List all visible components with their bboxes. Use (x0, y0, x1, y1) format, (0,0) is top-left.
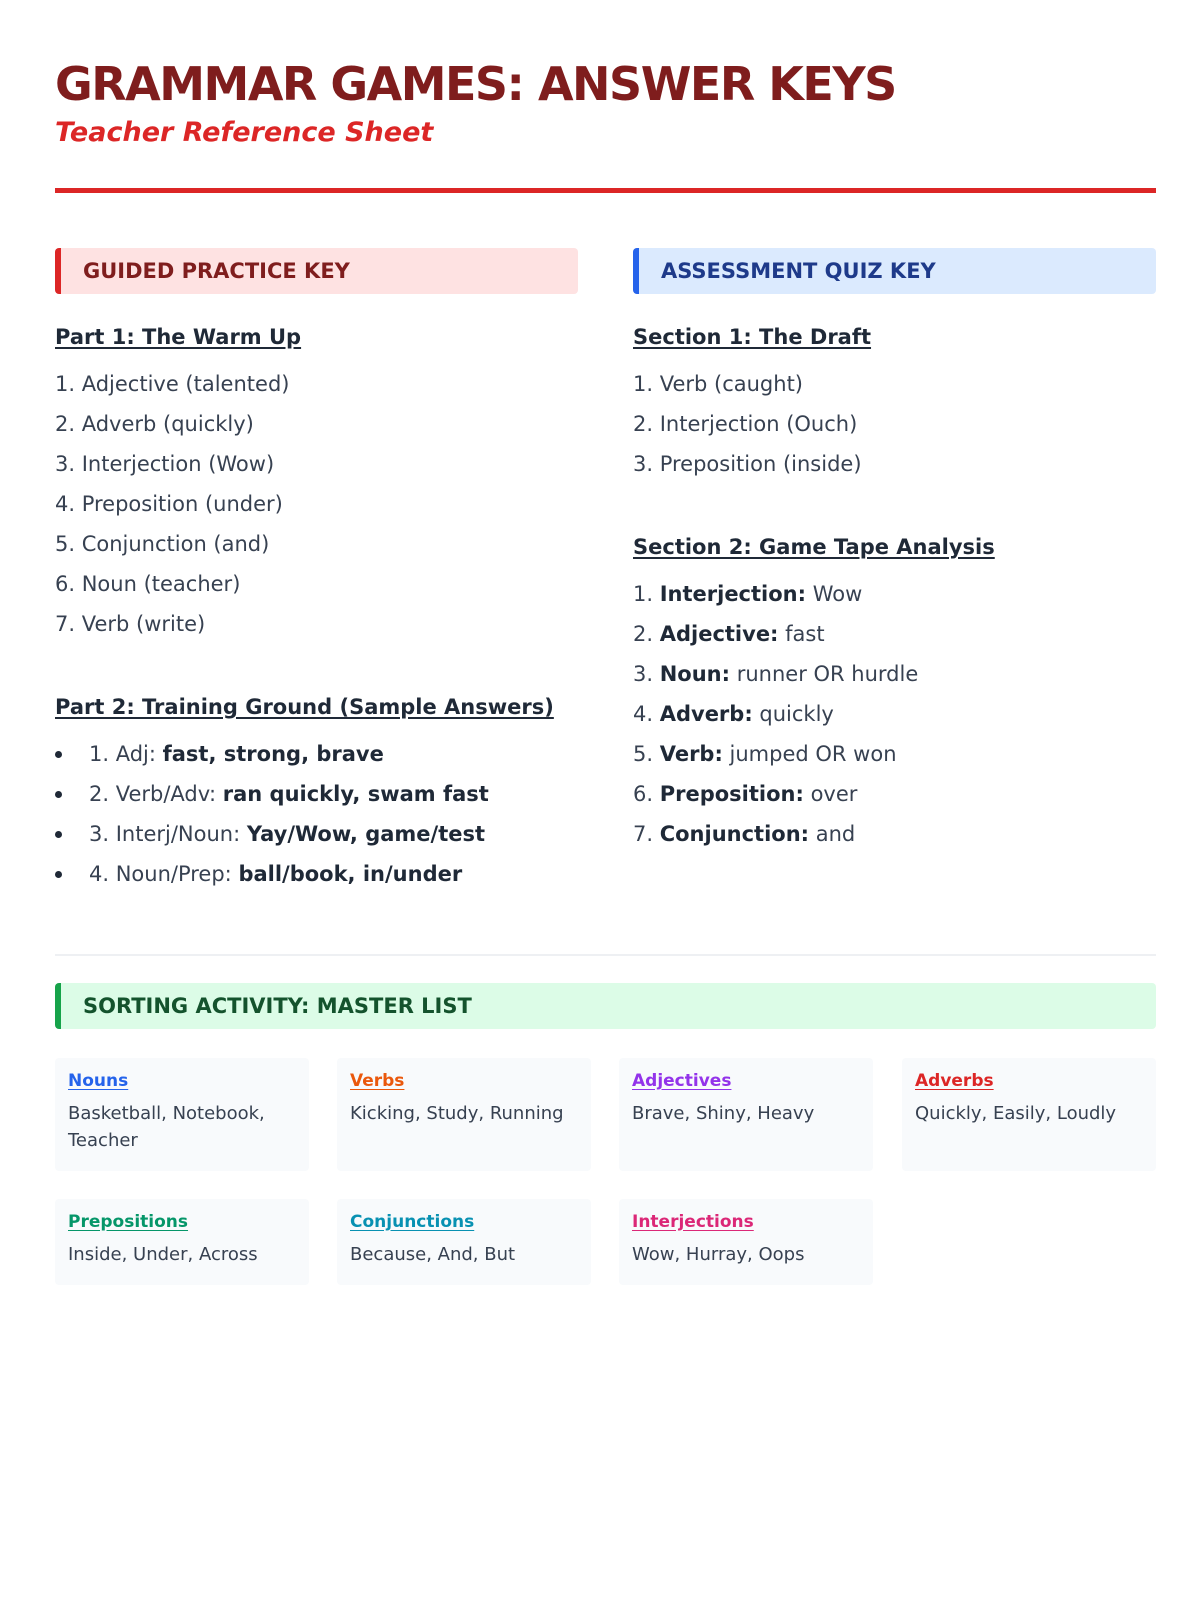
list-item (55, 854, 578, 894)
card-words: Because, And, But (350, 1244, 516, 1265)
part2-list (55, 734, 578, 894)
card-title: Verbs (350, 1071, 405, 1091)
section2-list (633, 574, 1156, 854)
sorting-card-interjections (619, 1199, 873, 1285)
item-label: 1. Adj: (89, 742, 163, 766)
assessment-column (633, 248, 1156, 854)
part2-heading: Part 2: Training Ground (Sample Answers) (55, 695, 554, 719)
list-item (55, 774, 578, 814)
item-answer: ball/book, in/under (238, 862, 463, 886)
item-number: 1. (633, 582, 660, 606)
list-item: 1. Verb (caught) (633, 372, 803, 396)
item-answer: quickly (752, 702, 834, 726)
list-item (55, 734, 578, 774)
sorting-banner: SORTING ACTIVITY: MASTER LIST (55, 983, 1156, 1029)
card-words: Quickly, Easily, Loudly (915, 1103, 1117, 1124)
card-title: Interjections (632, 1212, 754, 1232)
sorting-card-nouns (55, 1058, 309, 1171)
card-words: Brave, Shiny, Heavy (632, 1103, 815, 1124)
sorting-card-conjunctions (337, 1199, 591, 1285)
list-item (633, 614, 1156, 654)
sorting-card-verbs (337, 1058, 591, 1171)
part1-heading: Part 1: The Warm Up (55, 325, 302, 349)
card-title: Conjunctions (350, 1212, 475, 1232)
item-number: 3. (633, 662, 660, 686)
item-label: 4. Noun/Prep: (89, 862, 239, 886)
guided-practice-column (55, 248, 578, 894)
item-term: Preposition: (659, 782, 804, 806)
sorting-card-prepositions (55, 1199, 309, 1285)
item-answer: jumped OR won (722, 742, 897, 766)
list-item: 4. Preposition (under) (55, 492, 283, 516)
list-item (633, 574, 1156, 614)
sorting-card-adverbs (902, 1058, 1156, 1171)
card-title: Nouns (68, 1071, 129, 1091)
list-item (633, 774, 1156, 814)
item-answer: Wow (806, 582, 863, 606)
item-number: 2. (633, 622, 660, 646)
list-item: 6. Noun (teacher) (55, 572, 241, 596)
card-words: Inside, Under, Across (68, 1244, 258, 1265)
page-title: GRAMMAR GAMES: ANSWER KEYS (55, 57, 896, 111)
item-term: Noun: (659, 662, 731, 686)
part1-list (55, 364, 578, 644)
list-item: 5. Conjunction (and) (55, 532, 270, 556)
section2-heading: Section 2: Game Tape Analysis (633, 535, 995, 559)
title-divider (55, 188, 1156, 193)
item-number: 6. (633, 782, 660, 806)
list-item: 1. Adjective (talented) (55, 372, 290, 396)
card-title: Adverbs (915, 1071, 994, 1091)
item-answer: and (809, 822, 856, 846)
item-answer: ran quickly, swam fast (222, 782, 489, 806)
guided-practice-banner: GUIDED PRACTICE KEY (55, 248, 578, 294)
item-number: 5. (633, 742, 660, 766)
item-answer: over (803, 782, 858, 806)
list-item: 7. Verb (write) (55, 612, 206, 636)
item-term: Adjective: (659, 622, 779, 646)
item-label: 3. Interj/Noun: (89, 822, 247, 846)
list-item: 2. Adverb (quickly) (55, 412, 254, 436)
list-item: 3. Preposition (inside) (633, 452, 862, 476)
card-words: Basketball, Notebook, Teacher (68, 1103, 265, 1151)
item-number: 4. (633, 702, 660, 726)
card-title: Prepositions (68, 1212, 189, 1232)
card-words: Wow, Hurray, Oops (632, 1244, 805, 1265)
item-answer: fast, strong, brave (162, 742, 384, 766)
list-item: 3. Interjection (Wow) (55, 452, 275, 476)
list-item (633, 654, 1156, 694)
section1-heading: Section 1: The Draft (633, 325, 872, 349)
item-label: 2. Verb/Adv: (89, 782, 223, 806)
list-item (633, 734, 1156, 774)
list-item (633, 694, 1156, 734)
card-title: Adjectives (632, 1071, 732, 1091)
item-term: Interjection: (659, 582, 807, 606)
page-subtitle: Teacher Reference Sheet (55, 117, 434, 148)
assessment-banner: ASSESSMENT QUIZ KEY (633, 248, 1156, 294)
item-term: Verb: (659, 742, 723, 766)
section1-list (633, 364, 1156, 484)
item-answer: Yay/Wow, game/test (246, 822, 486, 846)
item-answer: fast (778, 622, 825, 646)
card-words: Kicking, Study, Running (350, 1103, 564, 1124)
item-answer: runner OR hurdle (730, 662, 919, 686)
item-number: 7. (633, 822, 660, 846)
list-item (633, 814, 1156, 854)
list-item (55, 814, 578, 854)
item-term: Conjunction: (659, 822, 810, 846)
item-term: Adverb: (659, 702, 753, 726)
sorting-card-adjectives (619, 1058, 873, 1171)
section-divider (55, 954, 1156, 956)
list-item: 2. Interjection (Ouch) (633, 412, 858, 436)
